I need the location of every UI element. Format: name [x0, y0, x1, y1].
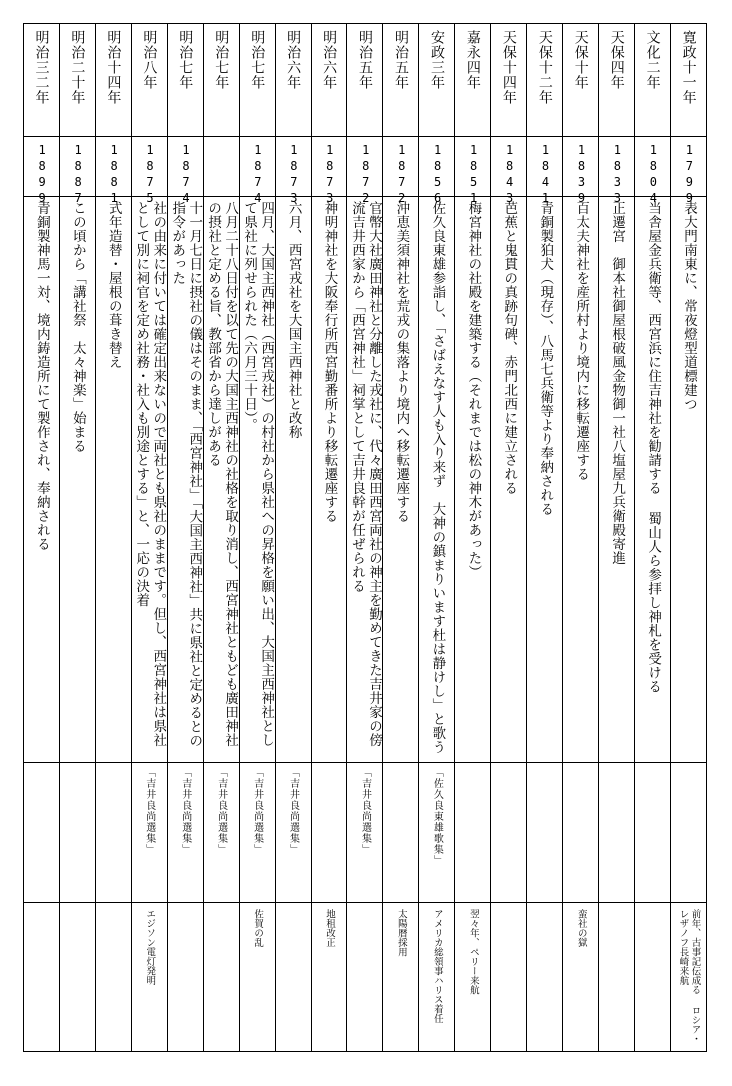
- world-event-cell: [132, 902, 167, 1051]
- year-cell: [527, 136, 562, 207]
- world-event-cell: [599, 902, 634, 1051]
- era-cell-text: 天保十二年: [536, 30, 553, 105]
- year-cell: [312, 136, 347, 207]
- event-cell: [276, 196, 311, 763]
- source-cell: [168, 762, 203, 903]
- source-cell-text: 「吉井良尚選集」: [287, 767, 299, 855]
- year-cell-text: 1887: [71, 143, 86, 207]
- source-cell: [96, 762, 131, 903]
- source-cell: [455, 762, 490, 903]
- chronology-row: [168, 24, 204, 1051]
- era-cell: [96, 24, 131, 136]
- year-cell: [491, 136, 526, 207]
- world-event-cell-text: 地租改正: [324, 909, 336, 947]
- world-event-cell-text: 翌々年、ペリー来航: [467, 909, 479, 995]
- year-cell: [96, 136, 131, 207]
- chronology-row: [455, 24, 491, 1051]
- era-cell: [312, 24, 347, 136]
- source-cell-text: 「吉井良尚選集」: [359, 767, 371, 855]
- year-cell-text: 1881: [107, 143, 122, 207]
- event-cell: [491, 196, 526, 763]
- event-cell-text: 四月、大国主西神社（西宮戎社）の村社から県社への昇格を願い出、大国主西神社として県社に列せられた（六月三十日）。: [241, 201, 275, 747]
- chronology-row: [132, 24, 168, 1051]
- year-cell-text: 1873: [322, 143, 337, 207]
- chronology-row: [419, 24, 455, 1051]
- chronology-row: [312, 24, 348, 1051]
- event-cell-text: 百太夫神社を産所村より境内に移転遷座する: [573, 201, 590, 481]
- world-event-cell: [671, 902, 706, 1051]
- era-cell-text: 明治五年: [357, 30, 374, 90]
- source-cell: [347, 762, 382, 903]
- event-cell-text: この頃から「講社祭 太々神楽」始まる: [69, 201, 86, 453]
- year-cell-text: 1841: [538, 143, 553, 207]
- year-cell-text: 1874: [178, 143, 193, 207]
- year-cell: [455, 136, 490, 207]
- world-event-cell-text: アメリカ総領事ハリス着任: [431, 909, 443, 1023]
- year-cell-text: 1804: [646, 143, 661, 207]
- year-cell-text: 1874: [250, 143, 265, 207]
- chronology-row: [347, 24, 383, 1051]
- year-cell: [383, 136, 418, 207]
- world-event-cell: [347, 902, 382, 1051]
- year-cell-text: 1839: [574, 143, 589, 207]
- event-cell-text: 当舎屋金兵衛等、西宮浜に住吉神社を勧請する 蜀山人ら参拝し神札を受ける: [645, 201, 662, 694]
- world-event-cell: [312, 902, 347, 1051]
- world-event-cell: [24, 902, 59, 1051]
- era-cell: [527, 24, 562, 136]
- chronology-row: [383, 24, 419, 1051]
- world-event-cell: [168, 902, 203, 1051]
- world-event-cell: [383, 902, 418, 1051]
- event-cell: [671, 196, 706, 763]
- year-cell-text: 1899: [35, 143, 50, 207]
- source-cell: [312, 762, 347, 903]
- event-cell: [419, 196, 454, 763]
- event-cell: [132, 196, 167, 763]
- source-cell: [60, 762, 95, 903]
- era-cell: [24, 24, 59, 136]
- source-cell: [204, 762, 239, 903]
- source-cell: [671, 762, 706, 903]
- source-cell: [599, 762, 634, 903]
- event-cell: [563, 196, 598, 763]
- source-cell: [491, 762, 526, 903]
- event-cell: [24, 196, 59, 763]
- event-cell-text: 青銅製神馬一対、境内鋳造所にて製作され、奉納される: [33, 201, 50, 551]
- source-cell-text: 「吉井良尚選集」: [179, 767, 191, 855]
- event-cell-text: 正遷宮 御本社御屋根破風金物御一社八塩屋九兵衛殿寄進: [609, 201, 626, 565]
- world-event-cell: [60, 902, 95, 1051]
- event-cell-text: 表大門南東に、常夜燈型道標建つ: [681, 201, 698, 411]
- era-cell: [60, 24, 95, 136]
- year-cell: [204, 136, 239, 197]
- year-cell: [24, 136, 59, 207]
- world-event-cell: [527, 902, 562, 1051]
- year-cell: [60, 136, 95, 207]
- era-cell: [168, 24, 203, 136]
- year-cell: [635, 136, 670, 207]
- event-cell-text: 神明神社を大阪奉行所西宮勤番所より移転遷座する: [321, 201, 338, 523]
- event-cell-text: 六月、西宮戎社を大国主西神社と改称: [285, 201, 302, 439]
- chronology-row: [671, 24, 707, 1051]
- era-cell-text: 明治三二年: [33, 30, 50, 105]
- event-cell-text: 芭蕉と鬼貫の真跡句碑、赤門北西に建立される: [501, 201, 518, 495]
- source-cell-text: 「吉井良尚選集」: [215, 767, 227, 855]
- era-cell-text: 明治五年: [393, 30, 409, 90]
- chronology-table: [23, 23, 707, 1052]
- source-cell: [563, 762, 598, 903]
- era-cell-text: 明治六年: [285, 30, 302, 90]
- era-cell-text: 明治二十年: [69, 30, 86, 105]
- world-event-cell: [240, 902, 275, 1051]
- chronology-row: [491, 24, 527, 1051]
- world-event-cell-text: 蛮社の獄: [575, 909, 587, 947]
- era-cell-text: 嘉永四年: [464, 30, 481, 90]
- world-event-cell: [419, 902, 454, 1051]
- event-cell: [599, 196, 634, 763]
- era-cell-text: 明治十四年: [105, 30, 122, 105]
- year-cell-text: 1833: [610, 143, 625, 207]
- year-cell: [671, 136, 706, 207]
- event-cell-text: 沖恵美須神社を荒戎の集落より境内へ移転遷座する: [393, 201, 410, 523]
- year-cell-text: 1873: [286, 143, 301, 207]
- source-cell: [635, 762, 670, 903]
- era-cell: [383, 24, 418, 136]
- era-cell-text: 明治六年: [321, 30, 338, 90]
- era-cell: [491, 24, 526, 136]
- event-cell: [240, 196, 275, 763]
- year-cell: [347, 136, 382, 207]
- year-cell: [132, 136, 167, 207]
- year-cell-text: 1851: [466, 143, 481, 207]
- event-cell-text: 青銅製狛犬（現存）、八馬七兵衛等より奉納される: [537, 201, 554, 517]
- era-cell-text: 安政三年: [428, 30, 445, 90]
- event-cell: [383, 196, 418, 763]
- era-cell: [347, 24, 382, 136]
- era-cell-text: 天保四年: [608, 30, 625, 90]
- era-cell: [240, 24, 275, 136]
- source-cell-text: 「佐久良東雄歌集」: [431, 767, 443, 866]
- source-cell-text: 「吉井良尚選集」: [143, 767, 155, 855]
- chronology-row: [599, 24, 635, 1051]
- year-cell: [419, 136, 454, 207]
- year-cell: [168, 136, 203, 207]
- era-cell: [563, 24, 598, 136]
- world-event-cell-text: 前年、古事記伝成る ロシア・レザノフ長崎来航: [677, 909, 701, 1044]
- source-cell: [24, 762, 59, 903]
- chronology-row: [204, 24, 240, 1051]
- event-cell: [527, 196, 562, 763]
- year-cell: [276, 136, 311, 207]
- year-cell-text: 1875: [143, 143, 158, 207]
- event-cell: [168, 196, 203, 763]
- era-cell: [671, 24, 706, 136]
- era-cell-text: 明治七年: [249, 30, 266, 90]
- era-cell: [204, 24, 239, 136]
- year-cell: [563, 136, 598, 207]
- year-cell: [599, 136, 634, 207]
- world-event-cell: [491, 902, 526, 1051]
- era-cell: [599, 24, 634, 136]
- era-cell-text: 天保十四年: [500, 30, 517, 105]
- era-cell: [455, 24, 490, 136]
- era-cell: [276, 24, 311, 136]
- event-cell-text: 社の由来に付いては確定出来ないので両社とも県社のままです。但し、西宮神社は県社として別に祠官を定め社務・社入も別途とする」と、一応の決着: [133, 201, 167, 747]
- chronology-row: [527, 24, 563, 1051]
- chronology-row: [276, 24, 312, 1051]
- source-cell: [383, 762, 418, 903]
- source-cell: [132, 762, 167, 903]
- source-cell: [527, 762, 562, 903]
- event-cell: [347, 196, 382, 763]
- event-cell-text: 梅宮神社の社殿を建築する（それまでは松の神木があった）: [465, 201, 482, 579]
- event-cell: [312, 196, 347, 763]
- event-cell-text: 佐久良東雄参詣し、「さばえなす人も入り来ず 大神の鎮まりいます杜は静けし」と歌う: [429, 201, 446, 755]
- year-cell-text: 1856: [430, 143, 445, 207]
- year-cell: [240, 136, 275, 207]
- chronology-row: [563, 24, 599, 1051]
- era-cell: [419, 24, 454, 136]
- world-event-cell: [563, 902, 598, 1051]
- source-cell: [240, 762, 275, 903]
- world-event-cell-text: 太陽暦採用: [395, 909, 407, 957]
- event-cell: [455, 196, 490, 763]
- chronology-row: [96, 24, 132, 1051]
- world-event-cell: [276, 902, 311, 1051]
- event-cell: [204, 196, 239, 763]
- source-cell: [419, 762, 454, 903]
- event-cell-text: 式年造替・屋根の葺き替え: [105, 201, 122, 369]
- chronology-row: [24, 24, 60, 1051]
- event-cell-text: 十一月七日に摂社の儀はそのまま、「西宮神社」「大国主西神社」共に県社と定めるとの指令があった: [169, 201, 203, 748]
- event-cell: [60, 196, 95, 763]
- era-cell-text: 寛政十一年: [680, 30, 697, 105]
- source-cell-text: 「吉井良尚選集」: [251, 767, 263, 855]
- chronology-row: [60, 24, 96, 1051]
- world-event-cell: [455, 902, 490, 1051]
- year-cell-text: 1799: [682, 143, 697, 207]
- year-cell-text: 1843: [502, 143, 517, 207]
- era-cell-text: 文化二年: [644, 30, 661, 90]
- world-event-cell: [96, 902, 131, 1051]
- era-cell-text: 天保十年: [572, 30, 589, 90]
- world-event-cell-text: エジソン電灯発明: [144, 909, 156, 985]
- event-cell: [96, 196, 131, 763]
- year-cell-text: 1872: [358, 143, 373, 207]
- chronology-row: [240, 24, 276, 1051]
- event-cell-text: 八月二十八日付を以て先の大国主西神社の社格を取り消し、西宮神社ともども廣田神社の摂社と定める旨、教部省から達しがある: [205, 201, 239, 747]
- source-cell: [276, 762, 311, 903]
- era-cell: [132, 24, 167, 136]
- event-cell-text: 官幣大社廣田神社と分離した戎社に、代々廣田西宮両社の神主を勤めてきた吉井家の傍流吉井西家から「西宮神社」祠掌として吉井良幹が任ぜられる: [348, 201, 382, 747]
- era-cell-text: 明治七年: [213, 30, 230, 90]
- world-event-cell: [204, 902, 239, 1051]
- era-cell-text: 明治七年: [177, 30, 194, 90]
- era-cell: [635, 24, 670, 136]
- year-cell-text: 1872: [394, 143, 409, 207]
- era-cell-text: 明治八年: [141, 30, 158, 90]
- event-cell: [635, 196, 670, 763]
- world-event-cell: [635, 902, 670, 1051]
- chronology-row: [635, 24, 671, 1051]
- world-event-cell-text: 佐賀の乱: [252, 909, 264, 947]
